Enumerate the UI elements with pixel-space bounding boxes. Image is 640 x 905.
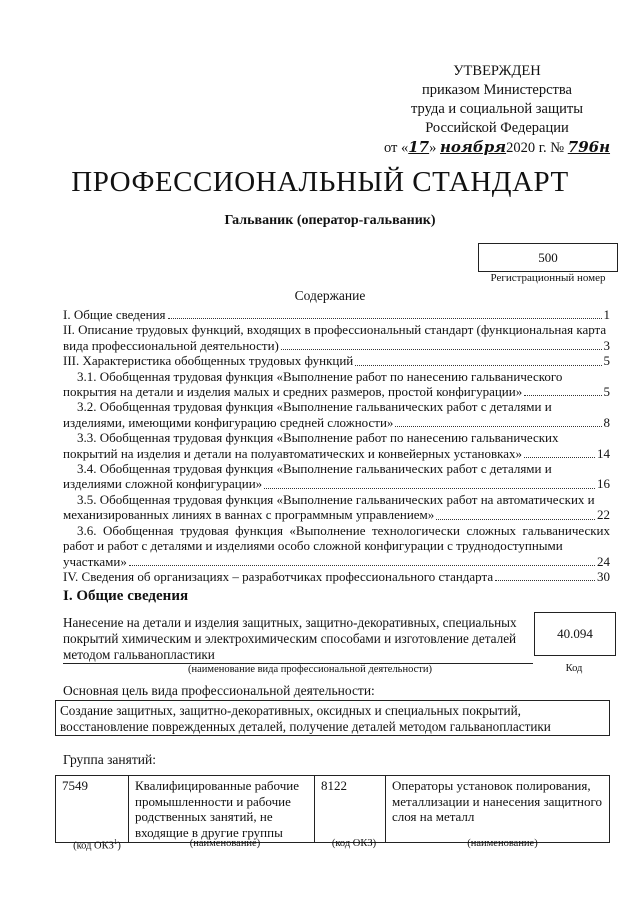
date-year: 2020 г. №	[506, 140, 568, 156]
toc-item-pre: 3.1. Обобщенная трудовая функция «Выполнение работ по нанесению гальванического	[77, 368, 563, 384]
okz-name-caption: (наименование)	[467, 838, 538, 849]
footnote-mark: 1	[113, 838, 118, 846]
toc-item-pre: 3.3. Обобщенная трудовая функция «Выполнение работ по нанесению гальванических	[77, 430, 559, 446]
toc-item[interactable]: I. Общие сведения 1	[63, 307, 610, 322]
okz-code-caption: (код ОКЗ$^1$)	[73, 838, 121, 852]
okz-code-cell: 8122	[315, 776, 386, 843]
handwritten-day: 17	[408, 138, 430, 156]
toc-item-pre: 3.4. Обобщенная трудовая функция «Выполнение гальванических работ с деталями и	[77, 461, 552, 477]
activity-code-box: 40.094	[534, 612, 616, 656]
approval-line-2: приказом Министерства	[422, 82, 572, 98]
document-subtitle: Гальваник (оператор-гальваник)	[224, 213, 436, 228]
activity-code-caption: Код	[565, 663, 583, 674]
toc-item-pre: 3.6. Обобщенная трудовая функция «Выполнение технологически сложных гальванических работ и работ с деталями и изделиями особо сложной конфигурации с труднодоступными	[63, 522, 610, 554]
goal-label: Основная цель вида профессиональной деятельности:	[63, 683, 375, 698]
table-of-contents	[63, 307, 610, 584]
approval-line-1: УТВЕРЖДЕН	[453, 63, 541, 79]
section-heading: I. Общие сведения	[63, 588, 189, 604]
okz-name-caption: (наименование)	[189, 838, 261, 849]
toc-item-pre: 3.2. Обобщенная трудовая функция «Выполнение гальванических работ с деталями и	[77, 399, 552, 415]
toc-item[interactable]: IV. Сведения об организациях – разработчиках профессионального стандарта 30	[63, 568, 610, 584]
toc-item[interactable]: механизированных линиях в ваннах с программным управлением» 22	[63, 507, 610, 523]
date-mid: »	[429, 140, 440, 156]
toc-item[interactable]: III. Характеристика обобщенных трудовых функций 5	[63, 353, 610, 369]
toc-item[interactable]: изделиями, имеющими конфигурацию средней сложности» 8	[63, 414, 610, 430]
handwritten-number: 796н	[567, 138, 611, 156]
toc-item[interactable]: покрытия на детали и изделия малых и средних размеров, простой конфигурации» 5	[63, 384, 610, 400]
approval-line-3: труда и социальной защиты	[411, 101, 583, 117]
toc-item-pre: II. Описание трудовых функций, входящих в профессиональный стандарт (функциональная карта	[63, 322, 607, 338]
okz-code-cell: 7549	[56, 776, 129, 843]
toc-item[interactable]: вида профессиональной деятельности) 3	[63, 337, 610, 353]
activity-caption: (наименование вида профессиональной деятельности)	[188, 664, 432, 675]
toc-heading: Содержание	[294, 288, 366, 303]
okz-name-cell: Квалифицированные рабочие промышленности и рабочие родственных занятий, не входящие в другие группы	[129, 776, 315, 843]
occupation-group-table	[55, 775, 610, 843]
table-row	[56, 776, 610, 843]
activity-name: Нанесение на детали и изделия защитных, защитно-декоративных, специальных покрытий химическим и электрохимическим способами и изготовление деталей методом гальванопластики	[63, 615, 517, 662]
okz-code-caption: (код ОКЗ)	[331, 838, 377, 849]
registration-number-caption: Регистрационный номер	[490, 272, 606, 284]
goal-text-box: Создание защитных, защитно-декоративных, оксидных и специальных покрытий, восстановление поврежденных деталей, получение деталей методом гальванопластики	[55, 700, 610, 736]
approval-date-line	[372, 138, 622, 158]
toc-item-pre: 3.5. Обобщенная трудовая функция «Выполнение гальванических работ на автоматических и	[77, 491, 595, 507]
approval-line-4: Российской Федерации	[425, 120, 569, 136]
okz-name-cell: Операторы установок полирования, металлизации и нанесения защитного слоя на металл	[386, 776, 610, 843]
handwritten-month: ноября	[439, 138, 507, 156]
toc-item[interactable]: покрытий на изделия и детали на полуавтоматических и конвейерных установках» 14	[63, 445, 610, 461]
approval-block	[372, 62, 622, 158]
registration-number-box: 500	[478, 243, 618, 272]
toc-item[interactable]: участками» 24	[63, 553, 610, 569]
document-title: ПРОФЕССИОНАЛЬНЫЙ СТАНДАРТ	[71, 166, 569, 198]
group-label: Группа занятий:	[63, 752, 156, 767]
toc-item[interactable]: изделиями сложной конфигурации» 16	[63, 476, 610, 492]
date-prefix: от «	[383, 140, 409, 156]
